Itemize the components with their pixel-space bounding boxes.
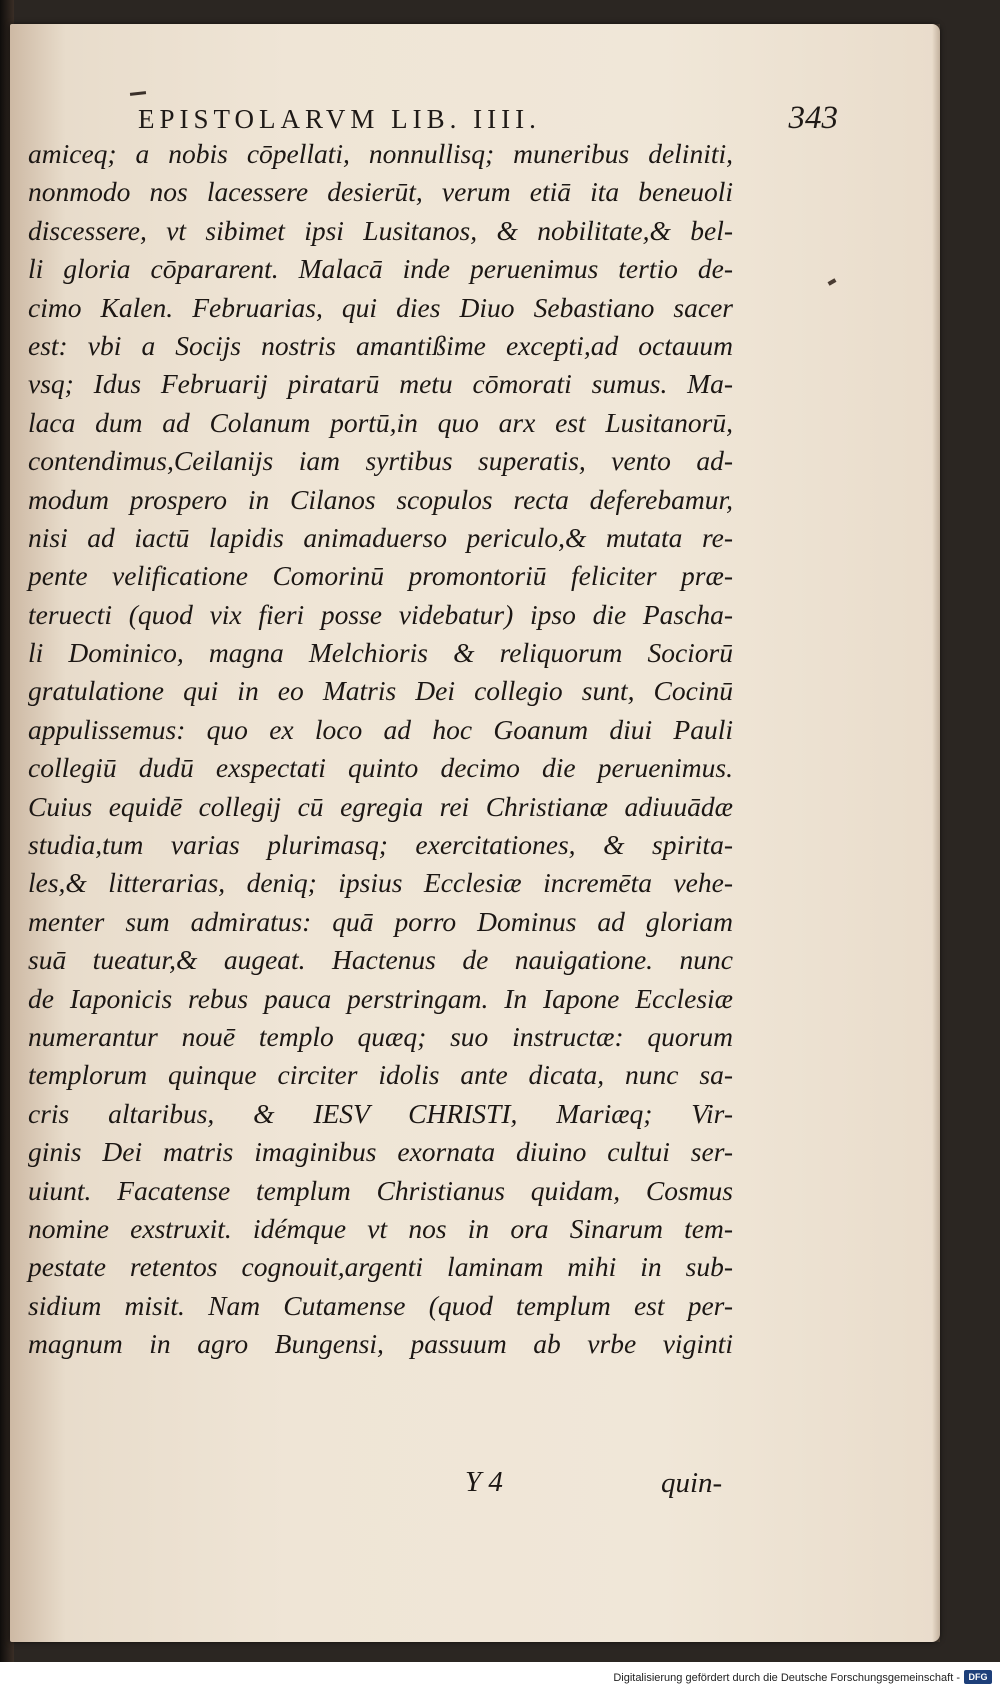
- text-line: amiceq; a nobis cōpellati, nonnullisq; muneribus deliniti,: [28, 138, 733, 169]
- text-line: sidium misit. Nam Cutamense (quod templum est per-: [28, 1289, 733, 1321]
- catchword: quin-: [661, 1467, 723, 1499]
- text-line: les,& litterarias, deniq; ipsius Ecclesiæ incremēta vehe-: [28, 867, 733, 899]
- text-line: cimo Kalen. Februarias, qui dies Diuo Sebastiano sacer: [28, 291, 733, 323]
- text-line: cris altaribus, & IESV CHRISTI, Mariæq; Vir-: [28, 1097, 733, 1129]
- text-line: gratulatione qui in eo Matris Dei collegio sunt, Cocinū: [28, 675, 733, 707]
- text-line: uiunt. Facatense templum Christianus quidam, Cosmus: [28, 1174, 733, 1206]
- text-line: pente velificatione Comorinū promontoriū feliciter præ-: [28, 560, 733, 592]
- text-line: suā tueatur,& augeat. Hactenus de nauigatione. nunc: [28, 944, 733, 976]
- ink-spot-mark: [828, 278, 837, 285]
- text-line: li gloria cōpararent. Malacā inde peruenimus tertio de-: [28, 253, 733, 285]
- digitization-credit: Digitalisierung gefördert durch die Deutsche Forschungsgemeinschaft -: [613, 1672, 960, 1684]
- page-number: 343: [788, 100, 838, 136]
- text-line: magnum in agro Bungensi, passuum ab vrbe viginti: [28, 1328, 733, 1360]
- text-line: de Iaponicis rebus pauca perstringam. In Iapone Ecclesiæ: [28, 982, 733, 1014]
- text-line: li Dominico, magna Melchioris & reliquorum Sociorū: [28, 637, 733, 669]
- text-line: studia,tum varias plurimasq; exercitationes, & spirita-: [28, 829, 733, 861]
- text-line: discessere, vt sibimet ipsi Lusitanos, & nobilitate,& bel-: [28, 214, 733, 246]
- text-line: collegiū dudū exspectati quinto decimo die peruenimus.: [28, 752, 733, 784]
- book-page: [10, 24, 940, 1642]
- text-line: nomine exstruxit. idémque vt nos in ora Sinarum tem-: [28, 1212, 733, 1244]
- running-head-title: EPISTOLARVM LIB. IIII.: [138, 104, 541, 134]
- text-line: templorum quinque circiter idolis ante dicata, nunc sa-: [28, 1059, 733, 1091]
- text-line: est: vbi a Socijs nostris amantißime excepti,ad octauum: [28, 329, 733, 361]
- text-line: numerantur nouē templo quæq; suo instructæ: quorum: [28, 1020, 733, 1052]
- dfg-logo: DFG: [964, 1670, 992, 1684]
- body-text: [28, 135, 733, 1364]
- ink-dash-mark: [130, 91, 146, 96]
- text-line: pestate retentos cognouit,argenti laminam mihi in sub-: [28, 1251, 733, 1283]
- text-line: laca dum ad Colanum portū,in quo arx est Lusitanorū,: [28, 406, 733, 438]
- text-line: vsq; Idus Februarij piratarū metu cōmorati sumus. Ma-: [28, 368, 733, 400]
- text-line: ginis Dei matris imaginibus exornata diuino cultui ser-: [28, 1136, 733, 1168]
- text-line: modum prospero in Cilanos scopulos recta deferebamur,: [28, 483, 733, 515]
- text-line: Cuius equidē collegij cū egregia rei Christianæ adiuuādæ: [28, 790, 733, 822]
- text-line: nonmodo nos lacessere desierūt, verum etiā ita beneuoli: [28, 176, 733, 208]
- text-line: appulissemus: quo ex loco ad hoc Goanum diui Pauli: [28, 713, 733, 745]
- text-line: menter sum admiratus: quā porro Dominus ad gloriam: [28, 905, 733, 937]
- text-line: contendimus,Ceilanijs iam syrtibus superatis, vento ad-: [28, 445, 733, 477]
- text-line: nisi ad iactū lapidis animaduerso periculo,& mutata re-: [28, 521, 733, 553]
- signature-mark: Y 4: [465, 1466, 503, 1498]
- page-edge-shadow: [932, 24, 940, 1642]
- text-line: teruecti (quod vix fieri posse videbatur) ipso die Pascha-: [28, 598, 733, 630]
